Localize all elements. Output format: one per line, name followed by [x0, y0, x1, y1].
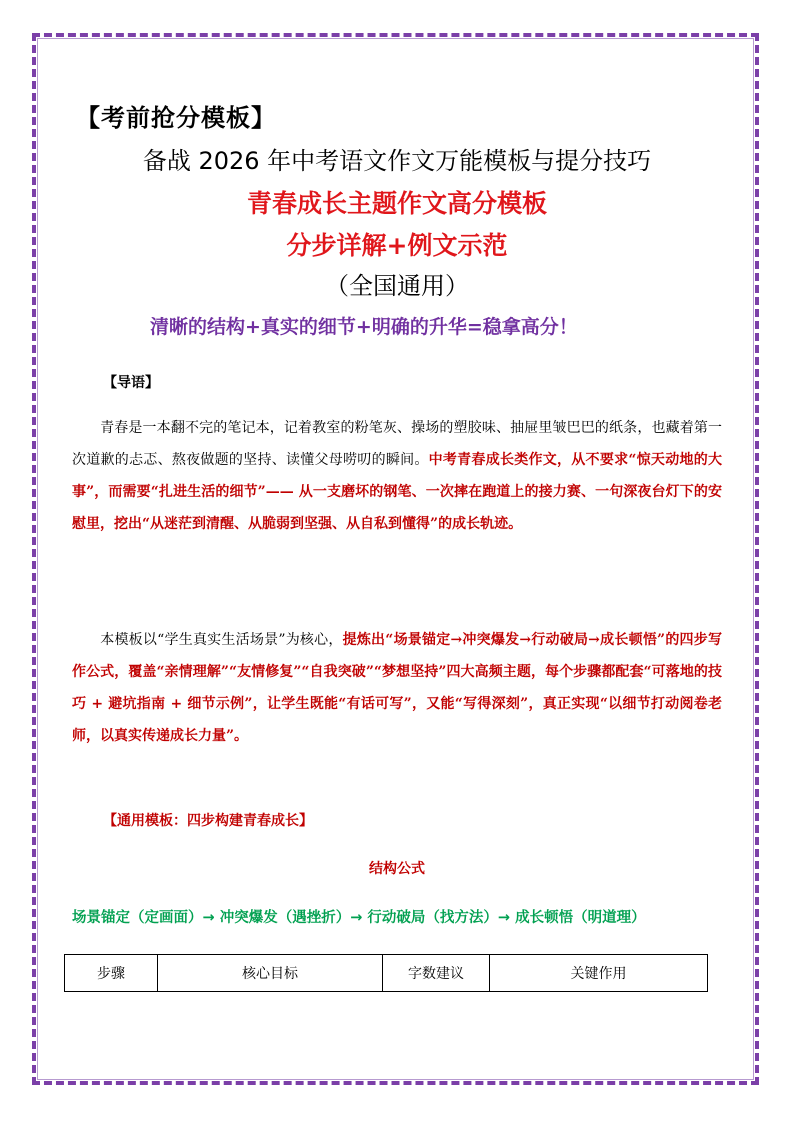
- scope-label: （全国通用）: [325, 272, 469, 300]
- table-header-goal: 核心目标: [158, 955, 383, 992]
- guide-p1-emphasis: 中考青春成长类作文，从不要求“惊天动地的大事”，而需要“扎进生活的细节”—— 从一支磨坏的钢笔、一次摔在跑道上的接力赛、一句深夜台灯下的安慰里，挖出“从迷茫到清醒、从脆弱到坚强、从自私到懂得”的成长轨迹。: [72, 452, 722, 532]
- table-header-step: 步骤: [65, 955, 158, 992]
- document-title-line2: 分步详解+例文示范: [286, 231, 508, 260]
- structure-formula: 场景锚定（定画面）→ 冲突爆发（遇挫折）→ 行动破局（找方法）→ 成长顿悟（明道理）: [72, 910, 646, 926]
- slogan: 清晰的结构+真实的细节+明确的升华=稳拿高分！: [150, 316, 578, 338]
- exam-tag: 【考前抢分模板】: [76, 104, 276, 132]
- guide-p2-plain: 本模板以“学生真实生活场景”为核心，: [100, 632, 343, 648]
- formula-title: 结构公式: [369, 861, 425, 877]
- table-header-words: 字数建议: [383, 955, 490, 992]
- guide-p1-plain: 青春是一本翻不完的笔记本，记着教室的粉笔灰、操场的塑胶味、抽屉里皱巴巴的纸条，也藏着第一次道歉的忐忑、熬夜做题的坚持、读懂父母唠叨的瞬间。: [72, 420, 722, 468]
- steps-table: [64, 954, 708, 992]
- guide-paragraph-2: [72, 624, 722, 752]
- guide-p2-emphasis: 提炼出“场景锚定→冲突爆发→行动破局→成长顿悟”的四步写作公式，覆盖“亲情理解”“友情修复”“自我突破”“梦想坚持”四大高频主题，每个步骤都配套“可落地的技巧 + 避坑指南 + 细节示例”，让学生既能“有话可写”，又能“写得深刻”，真正实现“以细节打动阅卷老师，以真实传递成长力量”。: [72, 632, 722, 744]
- template-heading: 【通用模板：四步构建青春成长】: [103, 813, 313, 829]
- guide-heading: 【导语】: [103, 375, 159, 391]
- guide-paragraph-1: [72, 412, 722, 540]
- document-title: 青春成长主题作文高分模板: [246, 189, 547, 218]
- table-header-role: 关键作用: [490, 955, 708, 992]
- document-subtitle: 备战 2026 年中考语文作文万能模板与提分技巧: [142, 147, 652, 175]
- table-header-row: [65, 955, 708, 992]
